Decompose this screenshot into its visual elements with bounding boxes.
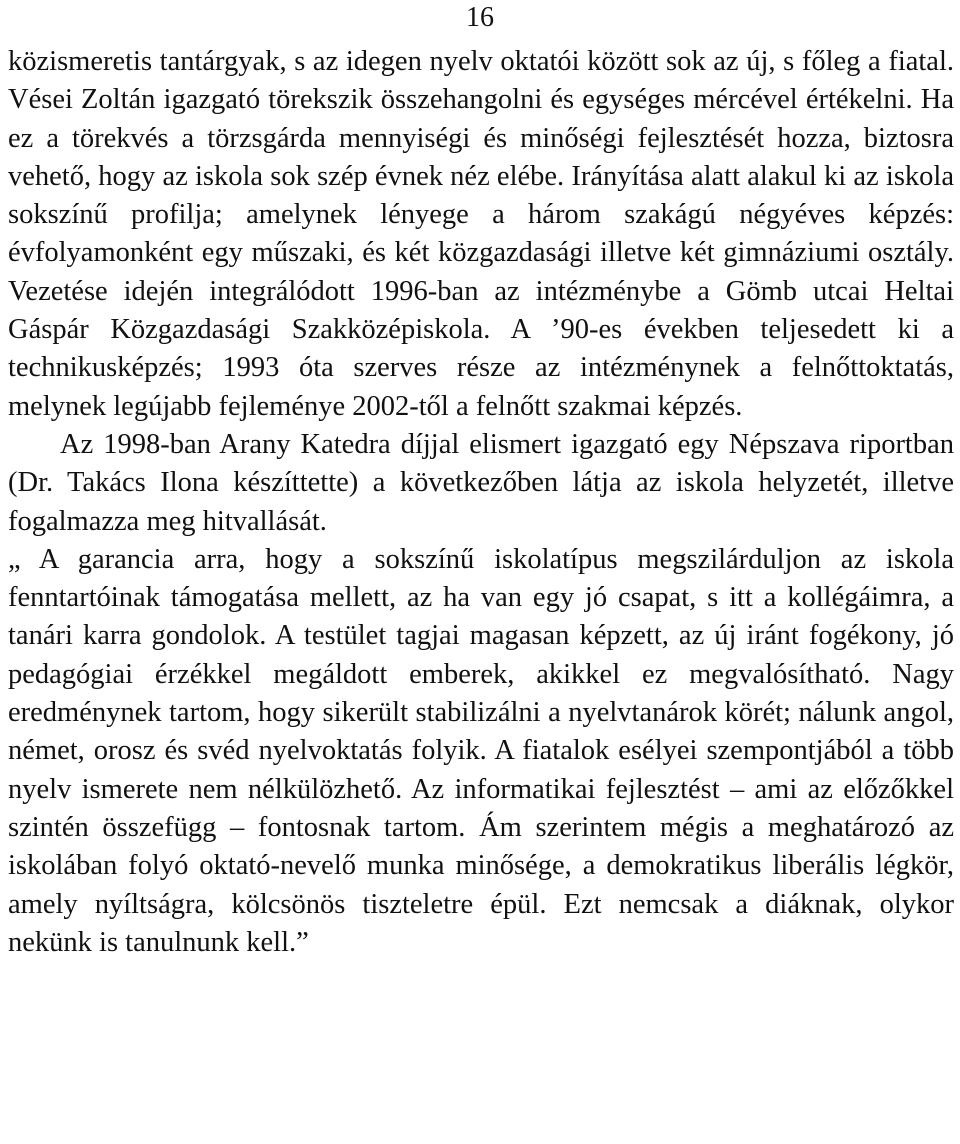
- page-number: 16: [466, 2, 494, 33]
- body-text: [8, 43, 954, 962]
- paragraph-interview-intro: Az 1998-ban Arany Katedra díjjal elismert igazgató egy Népszava riportban (Dr. Takács Ilona készíttette) a következőben látja az iskola helyzetét, illetve fogalmazza meg hitvallását.: [8, 428, 954, 537]
- paragraph-quote: „ A garancia arra, hogy a sokszínű iskolatípus megszilárduljon az iskola fenntartóinak támogatása mellett, az ha van egy jó csapat, s itt a kollégáimra, a tanári karra gondolok. A testület tagjai magasan képzett, az új iránt fogékony, jó pedagógiai érzékkel megáldott emberek, akikkel ez megvalósítható. Nagy eredménynek tartom, hogy sikerült stabilizálni a nyelvtanárok körét; nálunk angol, német, orosz és svéd nyelvoktatás folyik. A fiatalok esélyei szempontjából a több nyelv ismerete nem nélkülözhető. Az informatikai fejlesztést – ami az előzőkkel szintén összefügg – fontosnak tartom. Ám szerintem mégis a meghatározó az iskolában folyó oktató-nevelő munka minősége, a demokratikus liberális légkör, amely nyíltságra, kölcsönös tiszteletre épül. Ezt nemcsak a diáknak, olykor nekünk is tanulnunk kell.”: [8, 543, 954, 958]
- paragraph-school-history: közismeretis tantárgyak, s az idegen nyelv oktatói között sok az új, s főleg a fiatal. Vései Zoltán igazgató törekszik összehangolni és egységes mércével értékelni. Ha ez a törekvés a törzsgárda mennyiségi és minőségi fejlesztését hozza, biztosra vehető, hogy az iskola sok szép évnek néz elébe. Irányítása alatt alakul ki az iskola sokszínű profilja; amelynek lényege a három szakágú négyéves képzés: évfolyamonként egy műszaki, és két közgazdasági illetve két gimnáziumi osztály. Vezetése idején integrálódott 1996-ban az intézménybe a Gömb utcai Heltai Gáspár Közgazdasági Szakközépiskola. A ’90-es években teljesedett ki a technikusképzés; 1993 óta szerves része az intézménynek a felnőttoktatás, melynek legújabb fejleménye 2002-től a felnőtt szakmai képzés.: [8, 46, 954, 422]
